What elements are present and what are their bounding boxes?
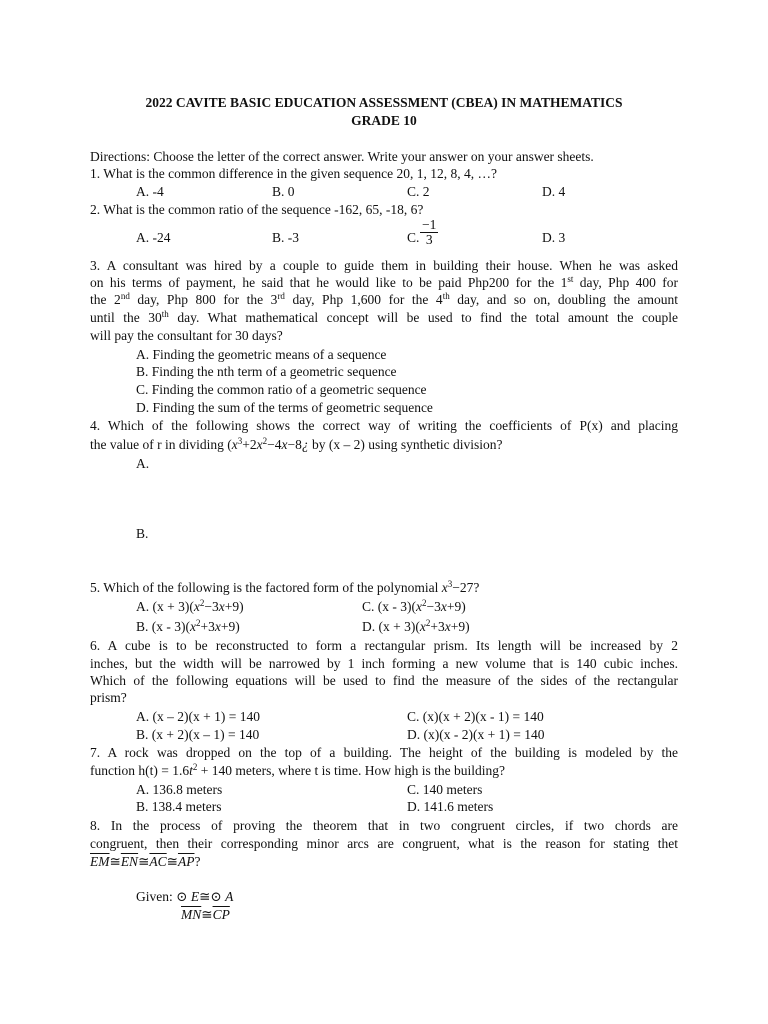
question-1: 1. What is the common difference in the given sequence 20, 1, 12, 8, 4, …? (90, 166, 498, 181)
q4-choice-a: A. (136, 456, 150, 471)
question-3-line-4: until the 30th day. What mathematical concept will be used to find the total amount the couple (90, 309, 678, 325)
q1-choice-c: C. 2 (407, 184, 430, 199)
question-5: 5. Which of the following is the factored form of the polynomial $x^3-27$? (90, 579, 480, 595)
question-2: 2. What is the common ratio of the sequence -162, 65, -18, 6? (90, 202, 424, 217)
q6-choice-a: A. (x – 2)(x + 1) = 140 (136, 709, 260, 724)
exam-title: 2022 CAVITE BASIC EDUCATION ASSESSMENT (CBEA) IN MATHEMATICS (145, 95, 623, 110)
q5-choice-b: B. $(x - 3)(x^2+3x+9)$ (136, 618, 240, 634)
q2-choice-a: A. -24 (136, 230, 171, 245)
q2-choice-b: B. -3 (272, 230, 299, 245)
directions: Directions: Choose the letter of the correct answer. Write your answer on your answer sheets. (90, 149, 594, 164)
q3-choice-b: B. Finding the nth term of a geometric sequence (136, 364, 397, 379)
question-3-line-1: 3. A consultant was hired by a couple to guide them in building their house. When he was asked (90, 258, 678, 273)
q6-choice-c: C. (x)(x + 2)(x - 1) = 140 (407, 709, 544, 724)
q5-choice-c: C. $(x - 3)(x^2-3x+9)$ (362, 598, 466, 614)
question-6-line-1: 6. A cube is to be reconstructed to form a rectangular prism. Its length will be increased by 2 (90, 638, 678, 653)
q2-choice-c-fraction (420, 218, 438, 247)
given-statement-1: Given: ⊙ E≅⊙ A (136, 889, 234, 904)
question-7-line-2: function $h(t) = 1.6t^2 + 140$ meters, where t is time. How high is the building? (90, 762, 505, 778)
question-3-line-5: will pay the consultant for 30 days? (90, 328, 283, 343)
question-8-line-3: $\overline{EM}≅\overline{EN}≅\overline{AC}≅\overline{AP}$? (90, 854, 201, 869)
question-4-line-1: 4. Which of the following shows the correct way of writing the coefficients of P(x) and placing (90, 418, 678, 433)
q1-choice-b: B. 0 (272, 184, 295, 199)
q7-choice-a: A. 136.8 meters (136, 782, 223, 797)
q1-choice-d: D. 4 (542, 184, 566, 199)
given-statement-2: $\overline{MN}≅\overline{CP}$ (181, 907, 230, 922)
q7-choice-d: D. 141.6 meters (407, 799, 494, 814)
question-3-line-2: on his terms of payment, he said that he would like to be paid Php200 for the 1st day, Php 400 for (90, 274, 678, 290)
q7-choice-c: C. 140 meters (407, 782, 483, 797)
q5-choice-d: D. $(x + 3)(x^2+3x+9)$ (362, 618, 470, 634)
question-6-line-3: Which of the following equations will be used to find the measure of the sides of the rectangular (90, 673, 678, 688)
fraction-denominator: 3 (425, 232, 433, 247)
question-7-line-1: 7. A rock was dropped on the top of a building. The height of the building is modeled by the (90, 745, 678, 760)
question-8-line-1: 8. In the process of proving the theorem that in two congruent circles, if two chords are (90, 818, 678, 833)
question-6-line-4: prism? (90, 690, 127, 705)
q3-choice-a: A. Finding the geometric means of a sequence (136, 347, 387, 362)
q7-choice-b: B. 138.4 meters (136, 799, 222, 814)
q4-choice-b: B. (136, 526, 149, 541)
q6-choice-d: D. (x)(x - 2)(x + 1) = 140 (407, 727, 545, 742)
q3-choice-c: C. Finding the common ratio of a geometric sequence (136, 382, 427, 397)
q2-choice-d: D. 3 (542, 230, 566, 245)
question-8-line-2: congruent, then their corresponding minor arcs are congruent, what is the reason for stating thet (90, 836, 678, 851)
question-6-line-2: inches, but the width will be narrowed by 1 inch forming a new volume that is 140 cubic inches. (90, 656, 678, 671)
question-3-line-3: the 2nd day, Php 800 for the 3rd day, Php 1,600 for the 4th day, and so on, doubling the amount (90, 291, 679, 307)
q2-choice-c-label: C. (407, 230, 420, 245)
q1-choice-a: A. -4 (136, 184, 164, 199)
fraction-numerator: −1 (422, 217, 437, 232)
q6-choice-b: B. (x + 2)(x – 1) = 140 (136, 727, 260, 742)
q5-choice-a: A. $(x + 3)(x^2-3x+9)$ (136, 598, 244, 614)
grade-label: GRADE 10 (351, 113, 417, 128)
q3-choice-d: D. Finding the sum of the terms of geometric sequence (136, 400, 433, 415)
question-4-line-2: the value of r in dividing ($x^3+2x^2-4x-8¿$ by (x – 2) using synthetic division? (90, 436, 503, 452)
